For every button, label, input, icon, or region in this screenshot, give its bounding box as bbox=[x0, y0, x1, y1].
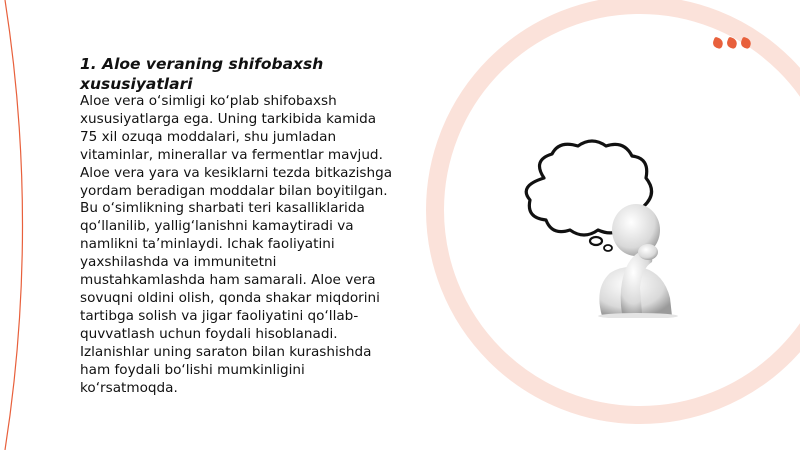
thought-bubble-tail bbox=[590, 237, 602, 245]
slide-body-text: Aloe vera o‘simligi ko‘plab shifobaxsh xususiyatlarga ega. Uning tarkibida kamida 75 xil ozuqa moddalari, shu jumladan vitaminlar, minerallar va fermentlar mavjud. Aloe vera yara va kesiklarni tezda bitkazishga yordam beradigan moddalar bilan boyitilgan. Bu o‘simlikning sharbati teri kasalliklarida qo‘llanilib, yallig‘lanishni kamaytiradi va namlikni ta’minlaydi. Ichak faoliyatini yaxshilashda va immunitetni mustahkamlashda ham samarali. Aloe vera sovuqni oldini olish, qonda shakar miqdorini tartibga solish va jigar faoliyatini qo‘llab- quvvatlash uchun foydali hisoblanadi. Izlanishlar uning saraton bilan kurashishda ham foydali bo‘lishi mumkinligini ko‘rsatmoqda. bbox=[80, 93, 393, 396]
thinking-person-icon bbox=[514, 138, 684, 318]
decorative-dots bbox=[713, 38, 751, 48]
dot-icon bbox=[712, 37, 725, 50]
thought-bubble-tail bbox=[604, 245, 612, 251]
slide-title: 1. Aloe veraning shifobaxsh xususiyatlari bbox=[80, 55, 324, 93]
dot-icon bbox=[740, 37, 753, 50]
dot-icon bbox=[726, 37, 739, 50]
left-accent-line bbox=[5, 0, 23, 450]
person-hand bbox=[638, 244, 658, 260]
